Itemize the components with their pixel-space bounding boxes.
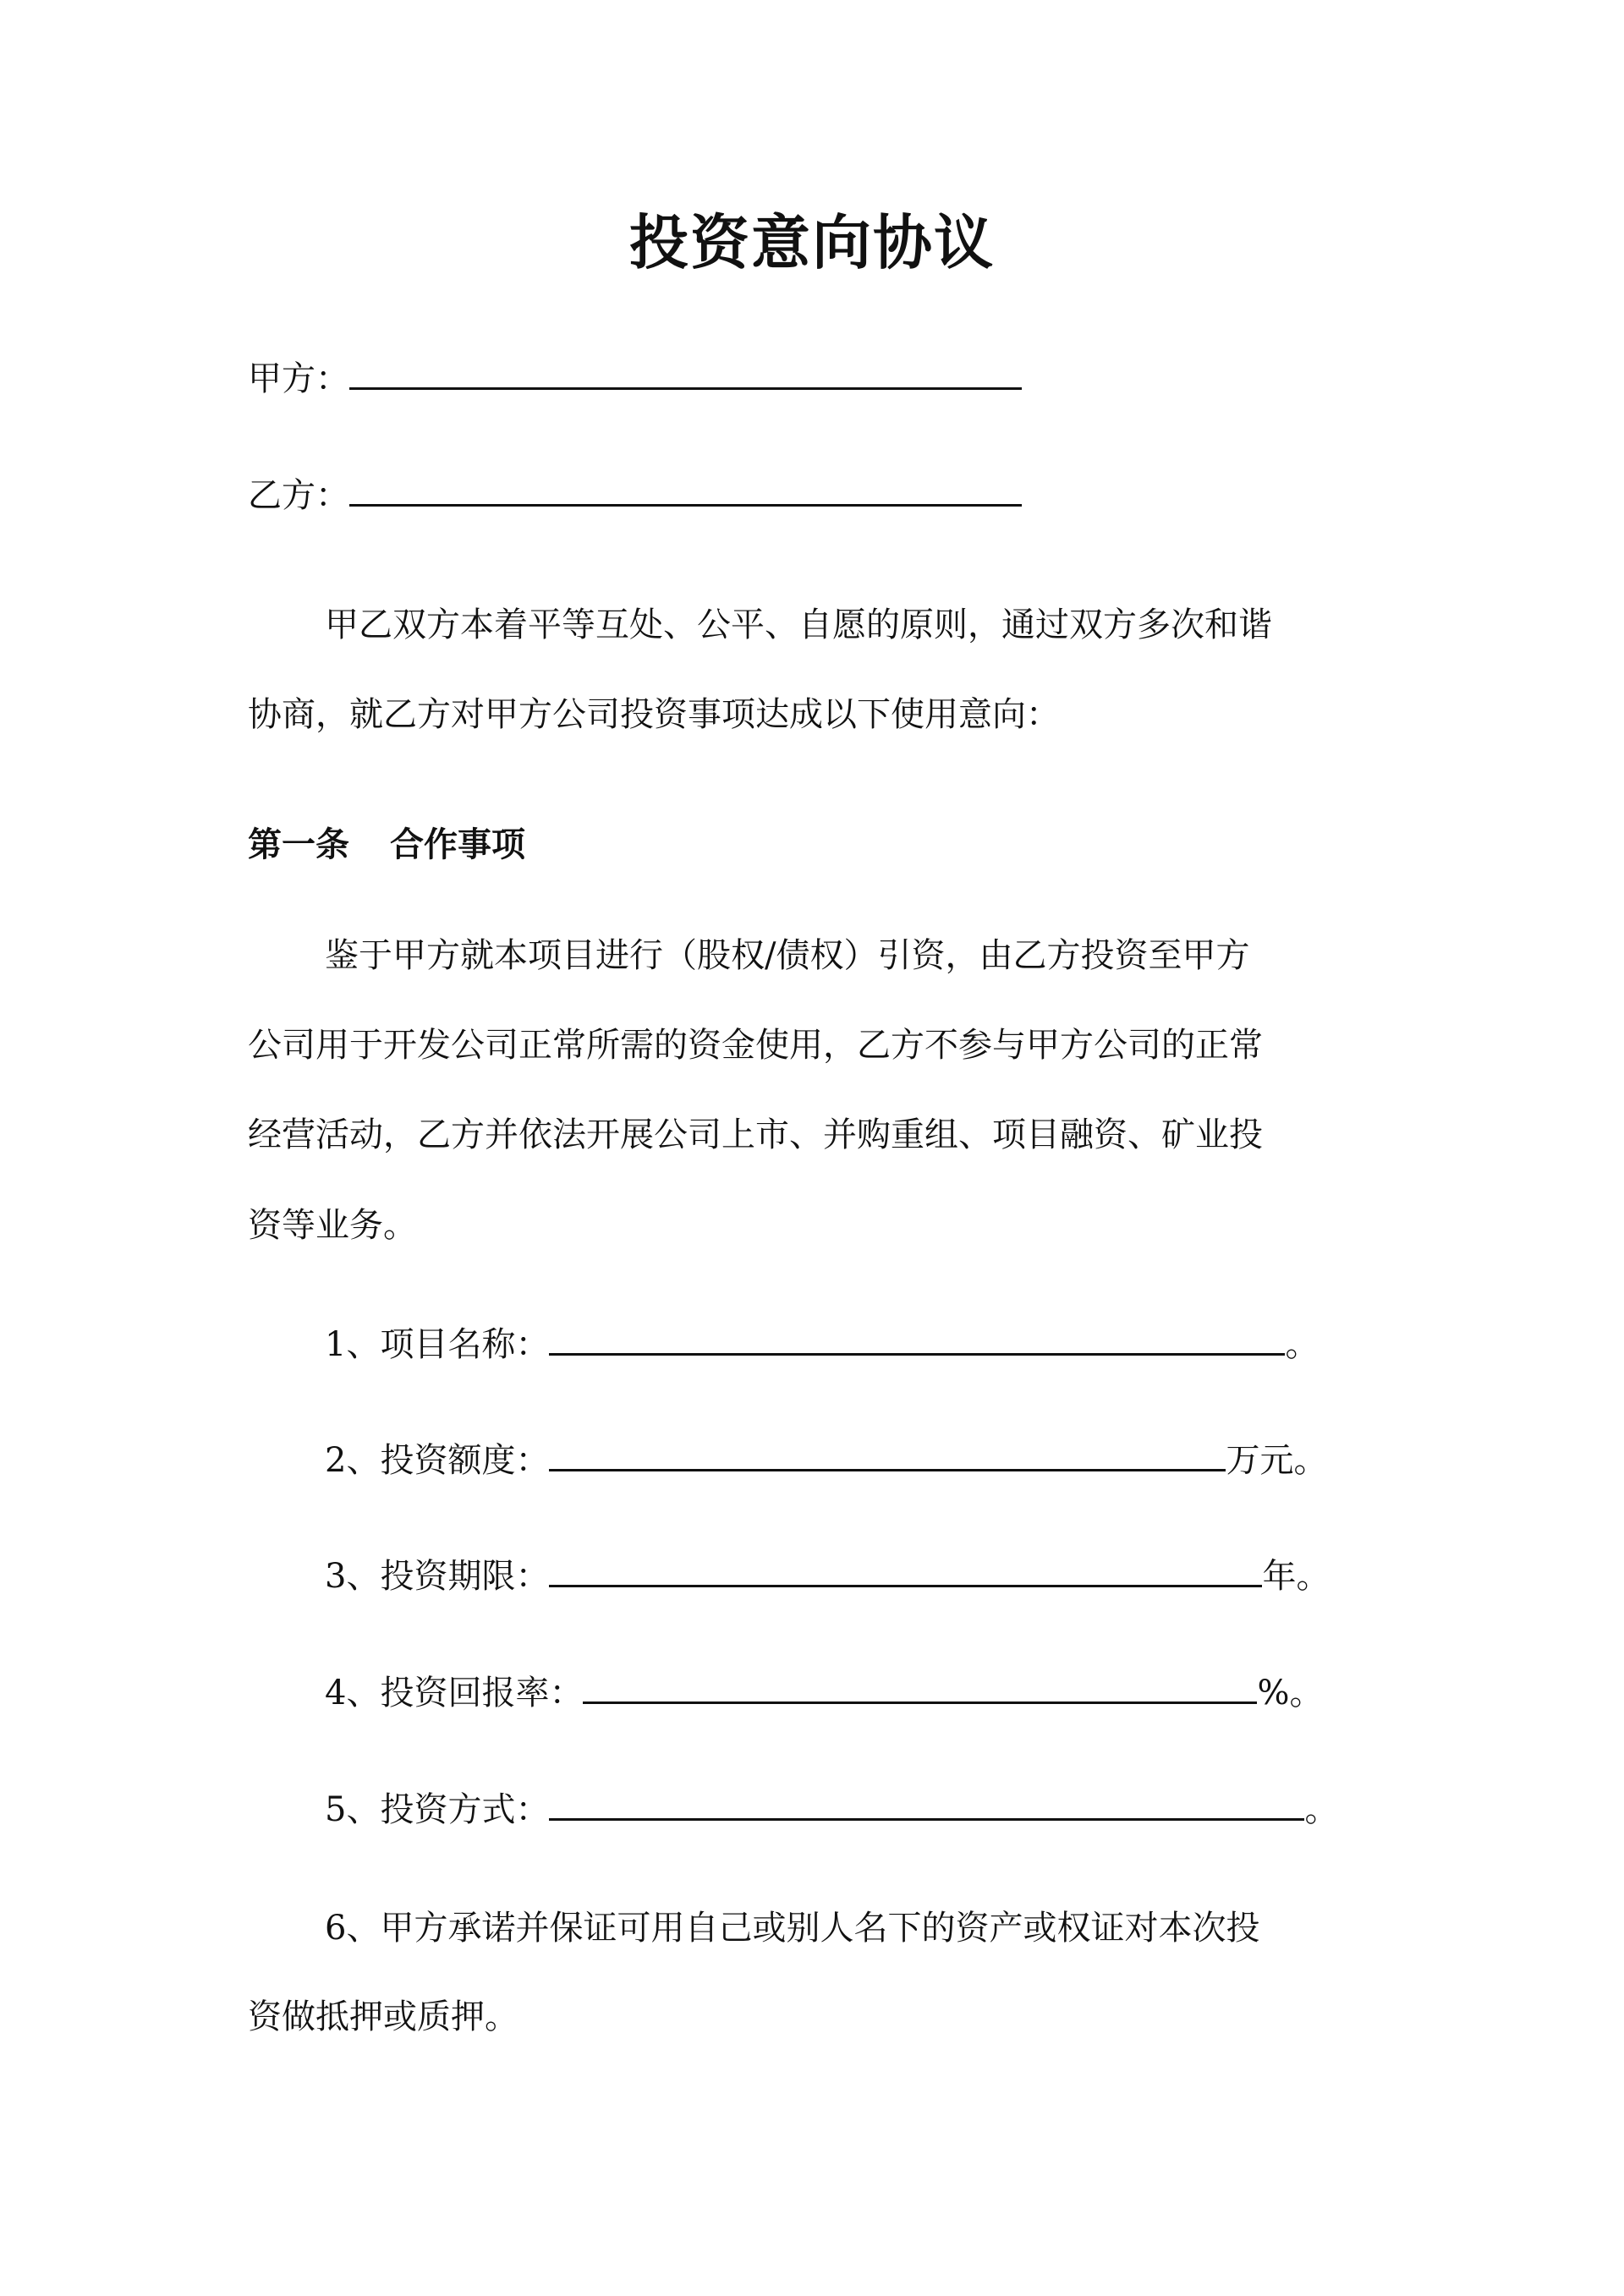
article-1-para-line-4: 资等业务。 [248, 1206, 417, 1245]
item-suffix: 。 [1285, 1325, 1320, 1364]
item-label: 3、投资期限： [325, 1557, 550, 1596]
article-1-para-line-2: 公司用于开发公司正常所需的资金使用，乙方不参与甲方公司的正常 [248, 1026, 1263, 1065]
article-1-number: 第一条 [248, 825, 349, 864]
item-label: 1、项目名称： [325, 1325, 550, 1364]
item-blank [549, 1319, 1285, 1356]
item-label: 4、投资回报率： [325, 1674, 584, 1712]
preamble-line-1: 甲乙双方本着平等互处、公平、自愿的原则，通过双方多次和谐 [325, 606, 1272, 644]
party-a-label: 甲方： [248, 359, 349, 398]
item-suffix: 。 [1304, 1790, 1339, 1829]
article-1-para-line-3: 经营活动，乙方并依法开展公司上市、并购重组、项目融资、矿业投 [248, 1115, 1263, 1154]
item-6-line-2: 资做抵押或质押。 [248, 1997, 518, 2036]
item-suffix: 年。 [1262, 1557, 1330, 1596]
item-suffix: %。 [1257, 1674, 1324, 1712]
party-a-blank [349, 353, 1022, 390]
item-project-name [325, 1319, 1319, 1368]
item-label: 5、投资方式： [325, 1790, 550, 1829]
item-investment-amount [325, 1435, 1327, 1484]
item-blank [549, 1784, 1304, 1821]
party-a-line [248, 353, 1022, 403]
item-label: 2、投资额度： [325, 1441, 550, 1480]
item-blank [549, 1551, 1262, 1587]
item-blank [583, 1668, 1257, 1704]
item-6-line-1: 6、甲方承诺并保证可用自己或别人名下的资产或权证对本次投 [325, 1909, 1260, 1948]
party-b-blank [349, 470, 1022, 507]
item-blank [549, 1435, 1226, 1471]
preamble-line-2: 协商，就乙方对甲方公司投资事项达成以下使用意向： [248, 695, 1060, 734]
item-return-rate [325, 1668, 1323, 1717]
document-title: 投资意向协议 [629, 208, 995, 277]
article-1-heading [248, 821, 525, 869]
item-investment-method [325, 1784, 1338, 1833]
item-investment-term [325, 1551, 1330, 1600]
party-b-line [248, 470, 1022, 519]
item-suffix: 万元。 [1226, 1441, 1328, 1480]
article-1-title: 合作事项 [390, 825, 525, 864]
party-b-label: 乙方： [248, 476, 349, 515]
article-1-para-line-1: 鉴于甲方就本项目进行（股权/债权）引资，由乙方投资至甲方 [325, 936, 1250, 975]
